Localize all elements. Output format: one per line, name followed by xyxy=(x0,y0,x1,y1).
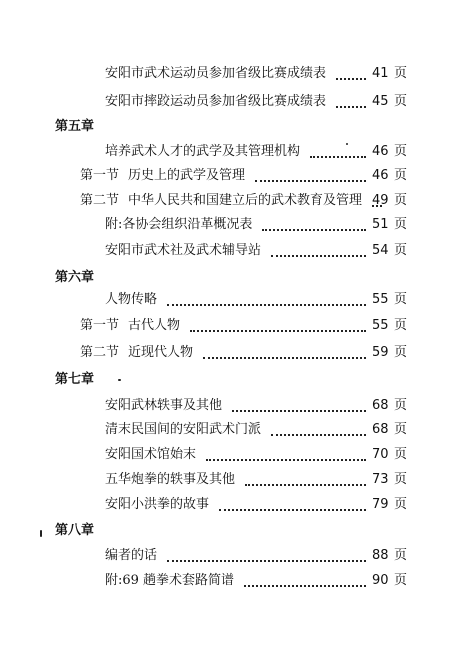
page-unit: 页 xyxy=(394,193,408,208)
entry-title: 安阳武林轶事及其他 xyxy=(105,398,223,413)
page-number: 46 xyxy=(372,144,389,159)
toc-entry-row xyxy=(0,191,450,211)
dot-leader xyxy=(262,209,366,231)
page-unit: 页 xyxy=(394,318,408,333)
page-unit: 页 xyxy=(394,243,408,258)
page-reference xyxy=(372,445,407,465)
dot-leader xyxy=(245,464,366,486)
dot-leader xyxy=(271,235,366,257)
page-reference xyxy=(372,215,407,235)
page-number: 54 xyxy=(372,243,389,258)
toc-entry-row xyxy=(0,166,450,186)
dot-leader xyxy=(219,489,366,511)
page-unit: 页 xyxy=(394,292,408,307)
toc-entry-row xyxy=(0,215,450,235)
section-number: 第二节 xyxy=(80,193,120,208)
dot-leader xyxy=(336,58,366,80)
print-speck xyxy=(346,143,348,145)
toc-entry-row xyxy=(0,420,450,440)
entry-title: 编者的话 xyxy=(105,548,158,563)
chapter-heading-row xyxy=(0,521,450,541)
page-number: 46 xyxy=(372,168,389,183)
entry-title: 历史上的武学及管理 xyxy=(128,168,246,183)
dot-leader xyxy=(167,540,366,562)
print-speck xyxy=(118,379,121,381)
page-reference xyxy=(372,64,407,84)
dot-leader xyxy=(206,439,366,461)
toc-entry-row xyxy=(0,571,450,591)
page-unit: 页 xyxy=(394,144,408,159)
entry-title: 古代人物 xyxy=(128,318,181,333)
chapter-heading: 第七章 xyxy=(55,372,95,387)
chapter-heading-row xyxy=(0,117,450,137)
chapter-heading: 第六章 xyxy=(55,270,95,285)
entry-title: 培养武术人才的武学及其管理机构 xyxy=(105,144,301,159)
page-unit: 页 xyxy=(394,447,408,462)
dot-leader xyxy=(255,160,366,182)
dot-leader xyxy=(167,284,366,306)
page-unit: 页 xyxy=(394,548,408,563)
page-number: 51 xyxy=(372,217,389,232)
section-number: 第一节 xyxy=(80,168,120,183)
page-reference xyxy=(372,546,407,566)
entry-title: 清末民国间的安阳武术门派 xyxy=(105,422,262,437)
page-unit: 页 xyxy=(394,497,408,512)
page-reference xyxy=(372,396,407,416)
page-number: 79 xyxy=(372,497,389,512)
print-speck xyxy=(40,530,42,537)
page-number: 59 xyxy=(372,345,389,360)
toc-entry-row xyxy=(0,495,450,515)
entry-title: 五华炮拳的轶事及其他 xyxy=(105,472,236,487)
page-number: 49 xyxy=(372,193,389,208)
toc-entry-row xyxy=(0,290,450,310)
page-unit: 页 xyxy=(394,422,408,437)
toc-entry-row xyxy=(0,142,450,162)
toc-entry-row xyxy=(0,64,450,84)
page-number: 55 xyxy=(372,292,389,307)
page-reference xyxy=(372,191,407,211)
toc-entry-row xyxy=(0,396,450,416)
toc-entry-row xyxy=(0,546,450,566)
page-number: 73 xyxy=(372,472,389,487)
toc-entry-row xyxy=(0,316,450,336)
entry-title: 安阳市摔跤运动员参加省级比赛成绩表 xyxy=(105,94,327,109)
section-number: 第二节 xyxy=(80,345,120,360)
dot-leader xyxy=(190,310,366,332)
page-reference xyxy=(372,142,407,162)
page-reference xyxy=(372,241,407,261)
page-number: 68 xyxy=(372,398,389,413)
page-number: 68 xyxy=(372,422,389,437)
dot-leader xyxy=(310,136,366,158)
dot-leader xyxy=(203,337,366,359)
page-reference xyxy=(372,420,407,440)
page-unit: 页 xyxy=(394,472,408,487)
page-number: 88 xyxy=(372,548,389,563)
page-number: 45 xyxy=(372,94,389,109)
entry-title: 近现代人物 xyxy=(128,345,194,360)
page-reference xyxy=(372,316,407,336)
entry-title: 附:69 趟拳术套路简谱 xyxy=(105,573,235,588)
page-reference xyxy=(372,343,407,363)
page-number: 70 xyxy=(372,447,389,462)
entry-title: 安阳国术馆始末 xyxy=(105,447,197,462)
chapter-heading: 第五章 xyxy=(55,119,95,134)
dot-leader xyxy=(244,565,366,587)
page-reference xyxy=(372,571,407,591)
page-unit: 页 xyxy=(394,217,408,232)
entry-title: 安阳市武术运动员参加省级比赛成绩表 xyxy=(105,66,327,81)
dot-leader xyxy=(271,414,366,436)
entry-title: 安阳市武术社及武术辅导站 xyxy=(105,243,262,258)
dot-leader xyxy=(336,86,366,108)
page-number: 41 xyxy=(372,66,389,81)
page-unit: 页 xyxy=(394,345,408,360)
toc-entry-row xyxy=(0,445,450,465)
entry-title: 附:各协会组织沿革概况表 xyxy=(105,217,253,232)
page-reference xyxy=(372,290,407,310)
toc-entry-row xyxy=(0,343,450,363)
page-reference xyxy=(372,470,407,490)
section-number: 第一节 xyxy=(80,318,120,333)
page-unit: 页 xyxy=(394,573,408,588)
chapter-heading-row xyxy=(0,370,450,390)
toc-entry-row xyxy=(0,241,450,261)
page-reference xyxy=(372,495,407,515)
page-reference xyxy=(372,166,407,186)
page-number: 90 xyxy=(372,573,389,588)
page-unit: 页 xyxy=(394,66,408,81)
toc-entry-row xyxy=(0,92,450,112)
chapter-heading: 第八章 xyxy=(55,523,95,538)
entry-title: 中华人民共和国建立后的武术教育及管理 xyxy=(128,193,363,208)
page-reference xyxy=(372,92,407,112)
entry-title: 人物传略 xyxy=(105,292,158,307)
page-unit: 页 xyxy=(394,398,408,413)
page-unit: 页 xyxy=(394,94,408,109)
entry-title: 安阳小洪拳的故事 xyxy=(105,497,210,512)
page-unit: 页 xyxy=(394,168,408,183)
toc-entry-row xyxy=(0,470,450,490)
dot-leader xyxy=(232,390,366,412)
page-number: 55 xyxy=(372,318,389,333)
